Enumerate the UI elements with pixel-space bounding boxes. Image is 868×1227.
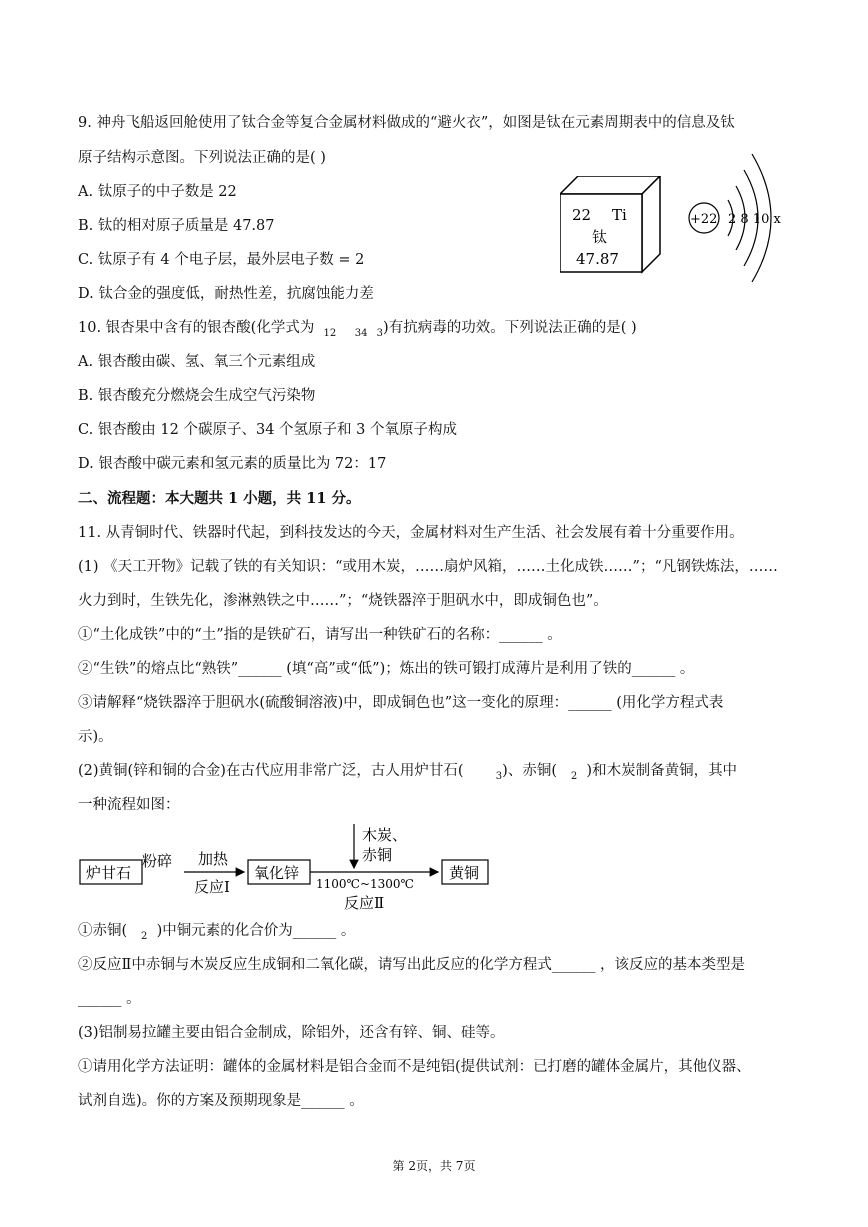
q11-part1-sub3-line1: ③请解释“烧铁器淬于胆矾水(硫酸铜溶液)中，即成铜色也”这一变化的原理：______ (用化学方程式表 [78,695,724,711]
q11-part3-sub1-line2: 试剂自选)。你的方案及预期现象是______ 。 [78,1093,364,1109]
q10-option-d: D. 银杏酸中碳元素和氢元素的质量比为 72：17 [78,456,387,472]
flow-arrow-1-bottom: 反应Ⅰ [194,878,230,896]
q10-option-c: C. 银杏酸由 12 个碳原子、34 个氢原子和 3 个氧原子构成 [78,422,457,438]
q11-part2-c: )和木炭制备黄铜，其中 [586,763,738,779]
q10-stem-a: 10. 银杏果中含有的银杏酸(化学式为 [78,320,315,336]
q11-part2-line1 [78,761,737,787]
formula-sub-c: 12 [323,328,337,339]
flow-reagent-line1: 木炭、 [362,826,408,844]
q11-part2-b: )、赤铜( [502,763,557,779]
q10-stem [78,318,637,344]
q9-stem-line1: 9. 神舟飞船返回舱使用了钛合金等复合金属材料做成的“避火衣”，如图是钛在元素周期表中的信息及钛 [78,115,735,131]
q11-part2-sub2-line1: ②反应Ⅱ中赤铜与木炭反应生成铜和二氧化碳，请写出此反应的化学方程式______ ，该反应的基本类型是 [78,957,745,973]
q11-part2-a: (2)黄铜(锌和铜的合金)在古代应用非常广泛，古人用炉甘石( [78,763,464,779]
flow-label-crush: 粉碎 [142,852,173,870]
electron-shells: 2 8 10 x [728,212,781,227]
q11-part1-sub2: ②“生铁”的熔点比“熟铁”______ (填“高”或“低”)；炼出的铁可锻打成薄片是利用了铁的______ 。 [78,661,695,677]
flow-box-calamine-label: 炉甘石 [86,864,132,882]
element-name: 钛 [592,228,608,246]
q10-stem-b: )有抗病毒的功效。下列说法正确的是( ) [383,320,637,336]
formula-sub-o: 3 [376,328,384,339]
flow-reaction-2: 反应Ⅱ [344,894,385,912]
element-atomic-number: 22 [572,206,592,224]
q11-part2-sub1-a: ①赤铜( [78,923,128,939]
q9-option-d: D. 钛合金的强度低，耐热性差，抗腐蚀能力差 [78,286,374,302]
q11-intro: 11. 从青铜时代、铁器时代起，到科技发达的今天，金属材料对生产生活、社会发展有着十分重要作用。 [78,525,744,541]
q9-option-a: A. 钛原子的中子数是 22 [78,184,237,200]
q9-option-b: B. 钛的相对原子质量是 47.87 [78,218,275,234]
q11-part3-sub1-line1: ①请用化学方法证明：罐体的金属材料是铝合金而不是纯铝(提供试剂：已打磨的罐体金属片，其他仪器、 [78,1059,751,1075]
formula-sub-h: 34 [354,328,368,339]
formula-sub-3: 2 [141,931,148,942]
q11-part3: (3)铝制易拉罐主要由铝合金制成，除铝外，还含有锌、铜、硅等。 [78,1025,505,1041]
q11-part1-sub1: ①“土化成铁”中的“土”指的是铁矿石，请写出一种铁矿石的名称：______ 。 [78,627,562,643]
q11-part2-sub1-b: )中铜元素的化合价为______ 。 [156,923,356,939]
q10-option-b: B. 银杏酸充分燃烧会生成空气污染物 [78,388,316,404]
page-footer: 第 2页，共 7页 [392,1159,476,1173]
q11-part2-sub1 [78,921,355,947]
element-symbol: Ti [612,206,627,224]
nucleus-charge: +22 [690,212,718,227]
flow-temperature: 1100℃~1300℃ [316,877,414,891]
q11-part1-sub3-line2: 示)。 [78,729,113,745]
formula-sub-1: 3 [495,771,503,782]
q10-option-a: A. 银杏酸由碳、氢、氧三个元素组成 [78,354,316,370]
formula-sub-2: 2 [570,771,578,782]
section-2-heading: 二、流程题：本大题共 1 小题，共 11 分。 [78,490,361,507]
q11-part1-line2: 火力到时，生铁先化，渗淋熟铁之中……”；“烧铁器淬于胆矾水中，即成铜色也”。 [78,593,608,609]
q11-part1-line1: (1) 《天工开物》记载了铁的有关知识：“或用木炭，……扇炉风箱，……土化成铁……”；“凡钢铁炼法，…… [78,559,778,575]
flow-arrow-1-top: 加热 [198,850,229,868]
flow-box-zinc-oxide-label: 氧化锌 [254,864,300,882]
q9-option-c: C. 钛原子有 4 个电子层，最外层电子数 = 2 [78,252,365,268]
q11-part2-line2: 一种流程如图： [78,797,180,813]
q11-part2-sub2-line2: ______ 。 [78,991,141,1007]
flow-reagent-line2: 赤铜 [362,846,393,864]
element-cell-figure [560,176,672,276]
element-mass: 47.87 [576,250,619,268]
q9-stem-line2: 原子结构示意图。下列说法正确的是( ) [78,150,326,166]
flow-box-brass-label: 黄铜 [449,864,480,882]
process-flow-diagram [78,822,498,914]
atom-structure-figure [680,148,790,288]
